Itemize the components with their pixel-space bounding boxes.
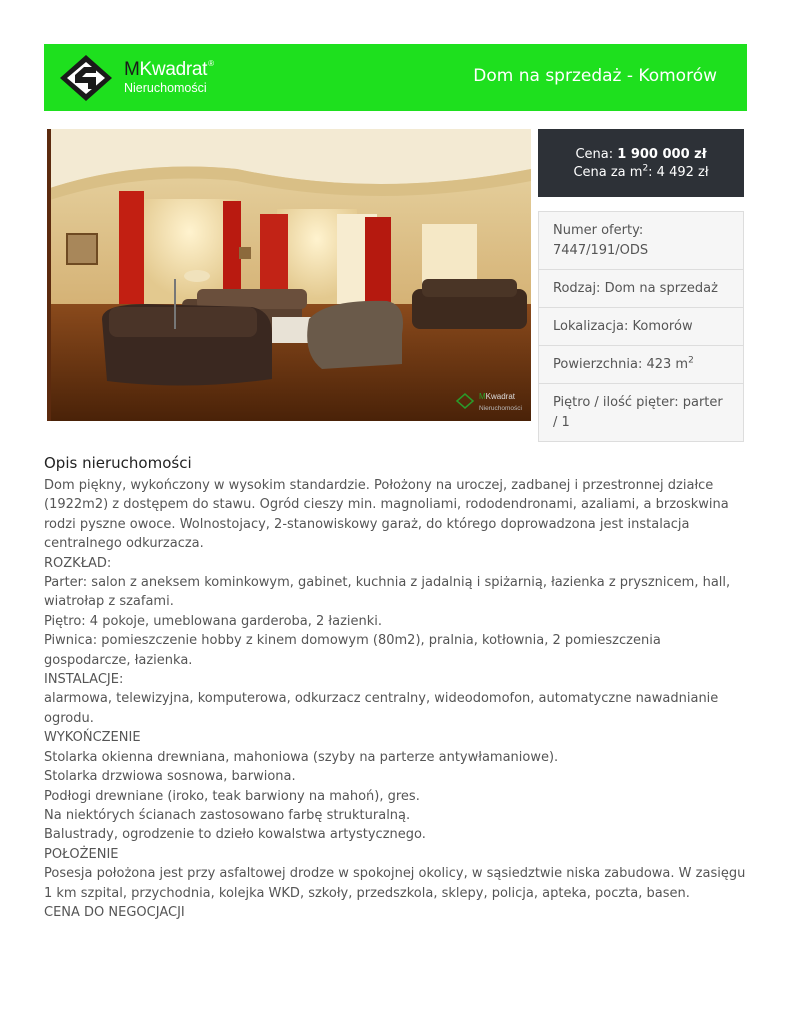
description-paragraph: Dom piękny, wykończony w wysokim standardzie. Położony na uroczej, zadbanej i przestronnej działce (1922m2) z dostępem do stawu. Ogród cieszy min. magnoliami, rododendronami, azaliami, a brzoskwina rodzi pyszne owoce. Wolnostojacy, 2-stanowiskowy garaż, do którego doprowadzona jest instalacja centralnego odkurzacza. bbox=[44, 478, 729, 552]
description-paragraph: Piętro: 4 pokoje, umeblowana garderoba, 2 łazienki. bbox=[44, 613, 383, 629]
price-per-m2: Cena za $m^2$: 4 492 zł bbox=[573, 163, 709, 180]
description-paragraph: CENA DO NEGOCJACJI bbox=[44, 904, 185, 920]
company-logo[interactable] bbox=[58, 53, 228, 103]
header-bar bbox=[44, 44, 747, 111]
description-paragraph: Stolarka okienna drewniana, mahoniowa (szyby na parterze antywłamaniowe). bbox=[44, 749, 559, 765]
description-paragraph: Posesja położona jest przy asfaltowej drodze w spokojnej okolicy, w sąsiedztwie niska zabudowa. W zasięgu 1 km szpital, przychodnia, kolejka WKD, szkoły, przedszkola, sklepy, policja, apteka, poczta, basen. bbox=[44, 866, 746, 901]
living-room-image bbox=[47, 129, 531, 421]
description-paragraph: Na niektórych ścianach zastosowano farbę strukturalną. bbox=[44, 807, 411, 823]
description-paragraph: Piwnica: pomieszczenie hobby z kinem domowym (80m2), pralnia, kotłownia, 2 pomieszczenia gospodarcze, łazienka. bbox=[44, 633, 661, 668]
offer-details bbox=[538, 211, 744, 442]
description-paragraph: POŁOŻENIE bbox=[44, 846, 119, 862]
detail-offer-number: Numer oferty: 7447/191/ODS bbox=[539, 212, 743, 270]
logo-subtitle: Nieruchomości bbox=[124, 81, 207, 95]
description-paragraph: Podłogi drewniane (iroko, teak barwiony na mahoń), gres. bbox=[44, 788, 420, 804]
description-heading: Opis nieruchomości bbox=[44, 454, 192, 472]
svg-text:Nieruchomości: Nieruchomości bbox=[479, 405, 522, 412]
description-paragraph: alarmowa, telewizyjna, komputerowa, odkurzacz centralny, wideodomofon, automatyczne nawadnianie ogrodu. bbox=[44, 691, 719, 726]
price-box bbox=[538, 129, 744, 197]
detail-type: Rodzaj: Dom na sprzedaż bbox=[539, 270, 743, 308]
description-paragraph: Stolarka drzwiowa sosnowa, barwiona. bbox=[44, 769, 296, 785]
description-paragraph: WYKOŃCZENIE bbox=[44, 730, 141, 746]
price-total: Cena: 1 900 000 zł bbox=[575, 147, 707, 162]
description-paragraph: INSTALACJE: bbox=[44, 672, 124, 688]
detail-floors: Piętro / ilość pięter: parter / 1 bbox=[553, 395, 723, 430]
description-paragraph: Balustrady, ogrodzenie to dzieło kowalstwa artystycznego. bbox=[44, 827, 426, 843]
property-photo[interactable] bbox=[47, 129, 531, 421]
svg-text:MKwadrat: MKwadrat bbox=[479, 392, 516, 401]
detail-area: Powierzchnia: 423 $m^2$ bbox=[539, 346, 743, 384]
detail-location: Lokalizacja: Komorów bbox=[539, 308, 743, 346]
property-description bbox=[44, 476, 747, 922]
page-title: Dom na sprzedaż - Komorów bbox=[473, 66, 717, 86]
description-paragraph: Parter: salon z aneksem kominkowym, gabinet, kuchnia z jadalnią i spiżarnią, łazienka z prysznicem, hall, wiatrołap z szafami. bbox=[44, 575, 731, 610]
logo-name: MKwadrat® bbox=[124, 59, 214, 80]
description-paragraph: ROZKŁAD: bbox=[44, 555, 112, 571]
logo-mark-icon bbox=[58, 53, 114, 103]
